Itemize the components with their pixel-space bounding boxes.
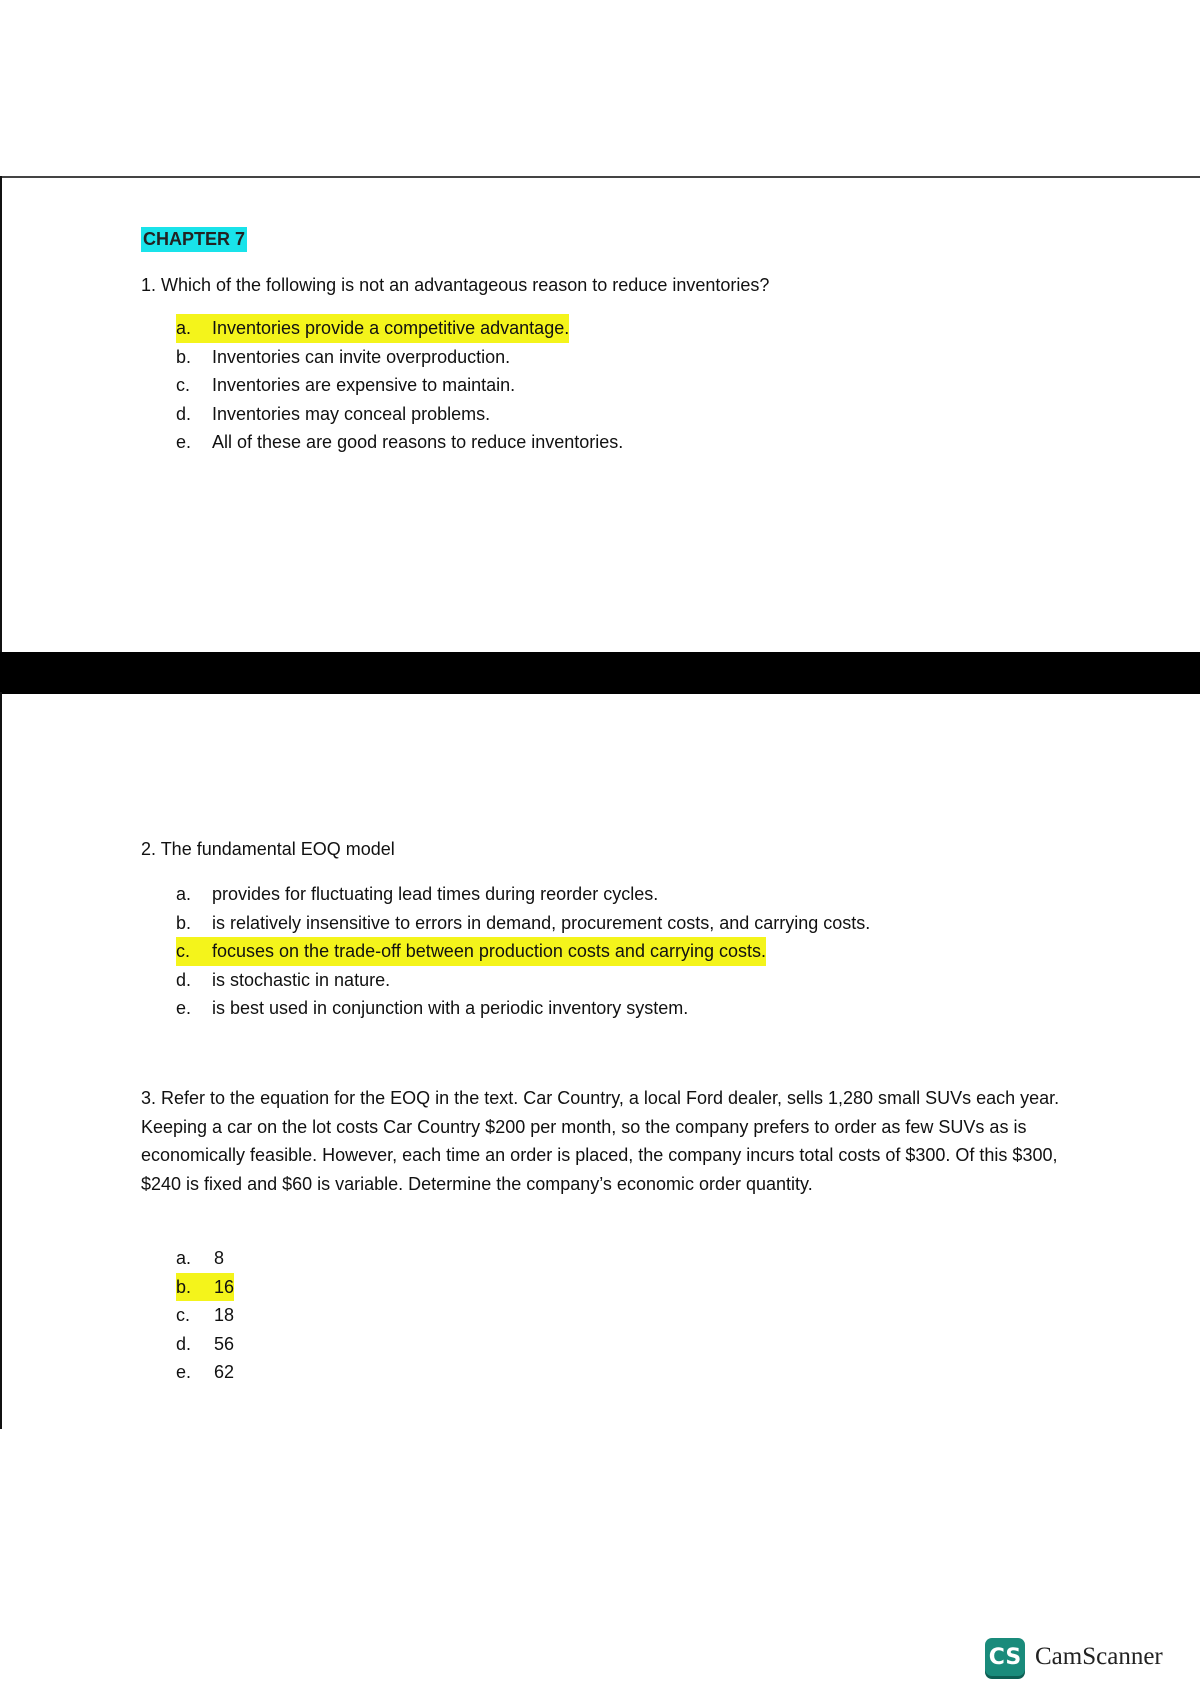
option-text: All of these are good reasons to reduce inventories. [212, 432, 624, 452]
option-letter: c. [176, 941, 191, 961]
option-2b [176, 909, 870, 938]
option-3e [176, 1358, 234, 1387]
option-2a [176, 880, 870, 909]
page-left-border [0, 176, 2, 654]
option-text: 16 [214, 1276, 235, 1297]
option-letter: d. [176, 969, 192, 990]
chapter-heading: CHAPTER 7 [141, 227, 247, 252]
option-letter: b. [176, 912, 192, 933]
page-break-band [0, 652, 1200, 694]
option-2e [176, 994, 870, 1023]
option-text: is best used in conjunction with a periodic inventory system. [212, 998, 689, 1018]
option-text: focuses on the trade-off between production costs and carrying costs. [212, 941, 766, 961]
option-letter: a. [176, 1248, 192, 1268]
page-top-border [0, 176, 1200, 178]
option-letter: d. [176, 1333, 192, 1354]
option-1b [176, 343, 623, 372]
option-3a [176, 1244, 234, 1273]
question-2-text: 2. The fundamental EOQ model [141, 839, 395, 859]
option-letter: c. [176, 1305, 191, 1325]
option-text: Inventories are expensive to maintain. [212, 375, 516, 395]
option-text: Inventories can invite overproduction. [212, 346, 511, 367]
page-left-border [0, 692, 2, 1429]
option-text: Inventories provide a competitive advantage. [212, 318, 570, 338]
option-text: is stochastic in nature. [212, 969, 391, 990]
option-1a [176, 314, 623, 343]
question-3-options [176, 1244, 234, 1387]
option-3b [176, 1273, 234, 1302]
option-1c [176, 371, 623, 400]
option-3d [176, 1330, 234, 1359]
option-letter: a. [176, 318, 192, 338]
option-text: 8 [214, 1248, 225, 1268]
option-letter: e. [176, 432, 192, 452]
question-1-options [176, 314, 623, 457]
option-letter: b. [176, 346, 192, 367]
option-2d [176, 966, 870, 995]
option-text: Inventories may conceal problems. [212, 403, 491, 424]
question-2-options [176, 880, 870, 1023]
question-3-text: 3. Refer to the equation for the EOQ in the text. Car Country, a local Ford dealer, sells 1,280 small SUVs each year. Keeping a car on the lot costs Car Country $200 per month, so the company prefers to order as few SUVs as is economically feasible. However, each time an order is placed, the company incurs total costs of $300. Of this $300, $240 is fixed and $60 is variable. Determine the company’s economic order quantity. [141, 1088, 1060, 1194]
option-3c [176, 1301, 234, 1330]
option-text: is relatively insensitive to errors in demand, procurement costs, and carrying costs. [212, 912, 871, 933]
option-letter: b. [176, 1276, 192, 1297]
option-letter: d. [176, 403, 192, 424]
option-2c [176, 937, 870, 966]
option-text: 18 [214, 1305, 235, 1325]
option-text: 62 [214, 1362, 235, 1382]
camscanner-logo-icon: CS [985, 1638, 1025, 1676]
option-text: provides for fluctuating lead times during reorder cycles. [212, 884, 659, 904]
camscanner-watermark [985, 1638, 1163, 1676]
option-letter: c. [176, 375, 191, 395]
option-letter: e. [176, 998, 192, 1018]
option-letter: e. [176, 1362, 192, 1382]
option-1d [176, 400, 623, 429]
question-1-text: 1. Which of the following is not an advantageous reason to reduce inventories? [141, 275, 770, 295]
option-1e [176, 428, 623, 457]
camscanner-name: CamScanner [1035, 1643, 1163, 1670]
option-letter: a. [176, 884, 192, 904]
option-text: 56 [214, 1333, 235, 1354]
